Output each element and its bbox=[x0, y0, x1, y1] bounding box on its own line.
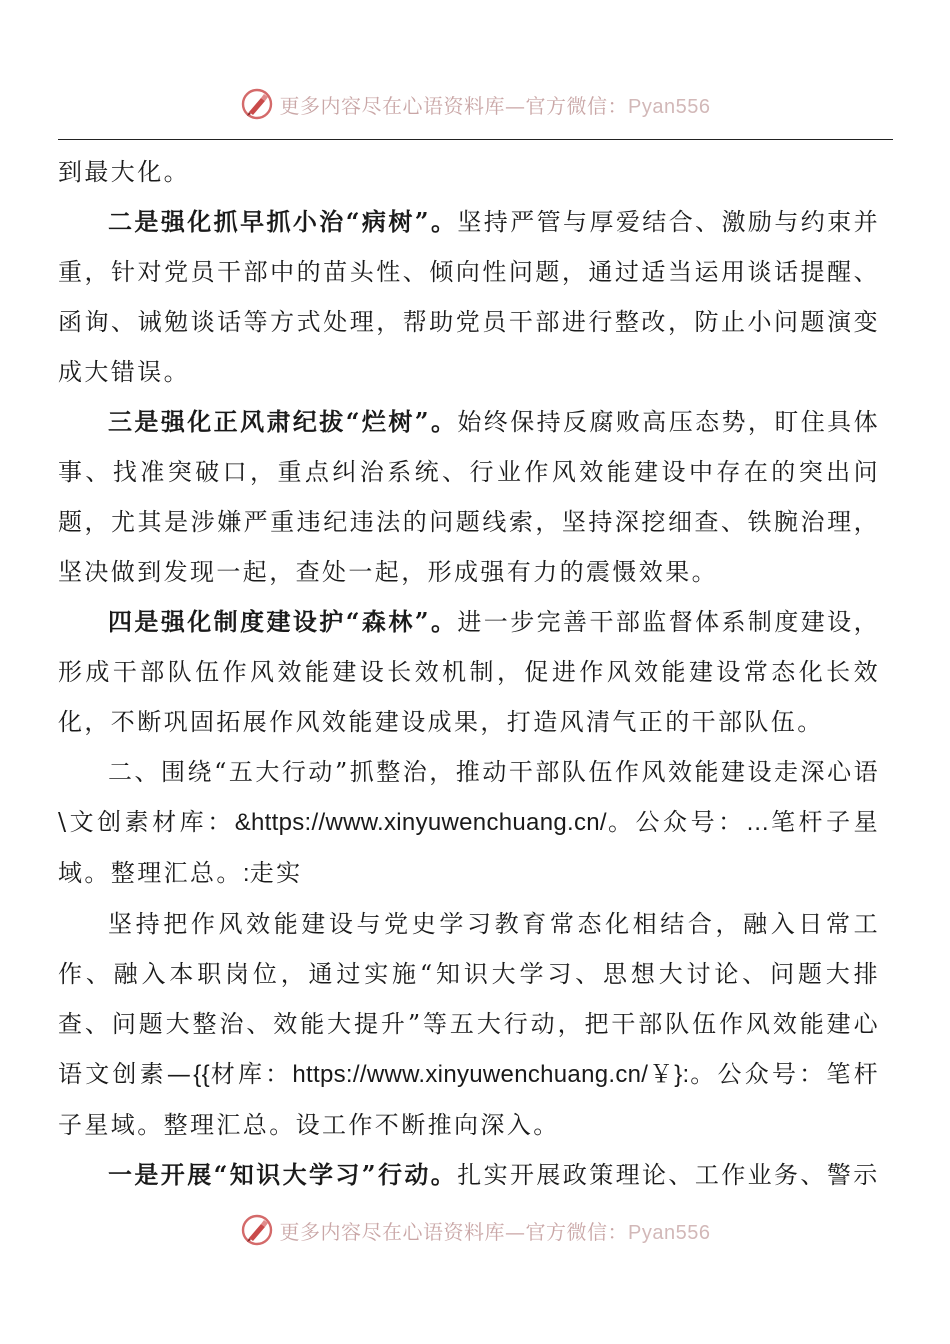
section-heading-five-actions: 二、围绕“五大行动”抓整治，推动干部队伍作风效能建设走深心语\文创素材库：&https://www.xinyuwenchuang.cn/。公众号：…笔杆子星域。整理汇总。:走实 bbox=[58, 758, 880, 887]
header-divider bbox=[58, 139, 893, 140]
footer-watermark-banner bbox=[0, 1210, 950, 1250]
document-body bbox=[58, 147, 880, 1200]
pen-logo-icon bbox=[240, 1213, 274, 1247]
paragraph-action-1: 一是开展“知识大学习”行动。扎实开展政策理论、工作业务、警示 bbox=[108, 1160, 880, 1189]
footer-banner-text: 更多内容尽在心语资料库—官方微信：Pyan556 bbox=[279, 1219, 711, 1244]
paragraph-continuation: 到最大化。 bbox=[58, 158, 190, 186]
pen-logo-icon bbox=[240, 87, 274, 121]
paragraph-heading: 三是强化正风肃纪拔“烂树”。 bbox=[108, 407, 458, 436]
paragraph-point-4: 四是强化制度建设护“森林”。进一步完善干部监督体系制度建设，形成干部队伍作风效能建设长效机制，促进作风效能建设常态化长效化，不断巩固拓展作风效能建设成果，打造风清气正的干部队伍。 bbox=[58, 607, 880, 736]
header-watermark-banner bbox=[0, 84, 950, 124]
paragraph-five-actions-intro: 坚持把作风效能建设与党史学习教育常态化相结合，融入日常工作、融入本职岗位，通过实施“知识大学习、思想大讨论、问题大排查、问题大整治、效能大提升”等五大行动，把干部队伍作风效能建心语文创素—{{材库：https://www.xinyuwenchuang.cn/￥}:。公众号：笔杆子星域。整理汇总。设工作不断推向深入。 bbox=[58, 910, 881, 1139]
paragraph-point-3: 三是强化正风肃纪拔“烂树”。始终保持反腐败高压态势，盯住具体事、找准突破口，重点纠治系统、行业作风效能建设中存在的突出问题，尤其是涉嫌严重违纪违法的问题线索，坚持深挖细查、铁腕治理，坚决做到发现一起，查处一起，形成强有力的震慑效果。 bbox=[58, 407, 880, 586]
paragraph-point-2: 二是强化抓早抓小治“病树”。坚持严管与厚爱结合、激励与约束并重，针对党员干部中的苗头性、倾向性问题，通过适当运用谈话提醒、函询、诫勉谈话等方式处理，帮助党员干部进行整改，防止小问题演变成大错误。 bbox=[58, 207, 880, 386]
inline-url: &https://www.xinyuwenchuang.cn/ bbox=[234, 809, 607, 836]
inline-url: https://www.xinyuwenchuang.cn/￥}: bbox=[292, 1061, 690, 1088]
paragraph-heading: 一是开展“知识大学习”行动。 bbox=[108, 1160, 458, 1189]
paragraph-heading: 四是强化制度建设护“森林”。 bbox=[108, 607, 458, 636]
header-banner-text: 更多内容尽在心语资料库—官方微信：Pyan556 bbox=[279, 93, 711, 118]
paragraph-heading: 二是强化抓早抓小治“病树”。 bbox=[108, 207, 458, 236]
